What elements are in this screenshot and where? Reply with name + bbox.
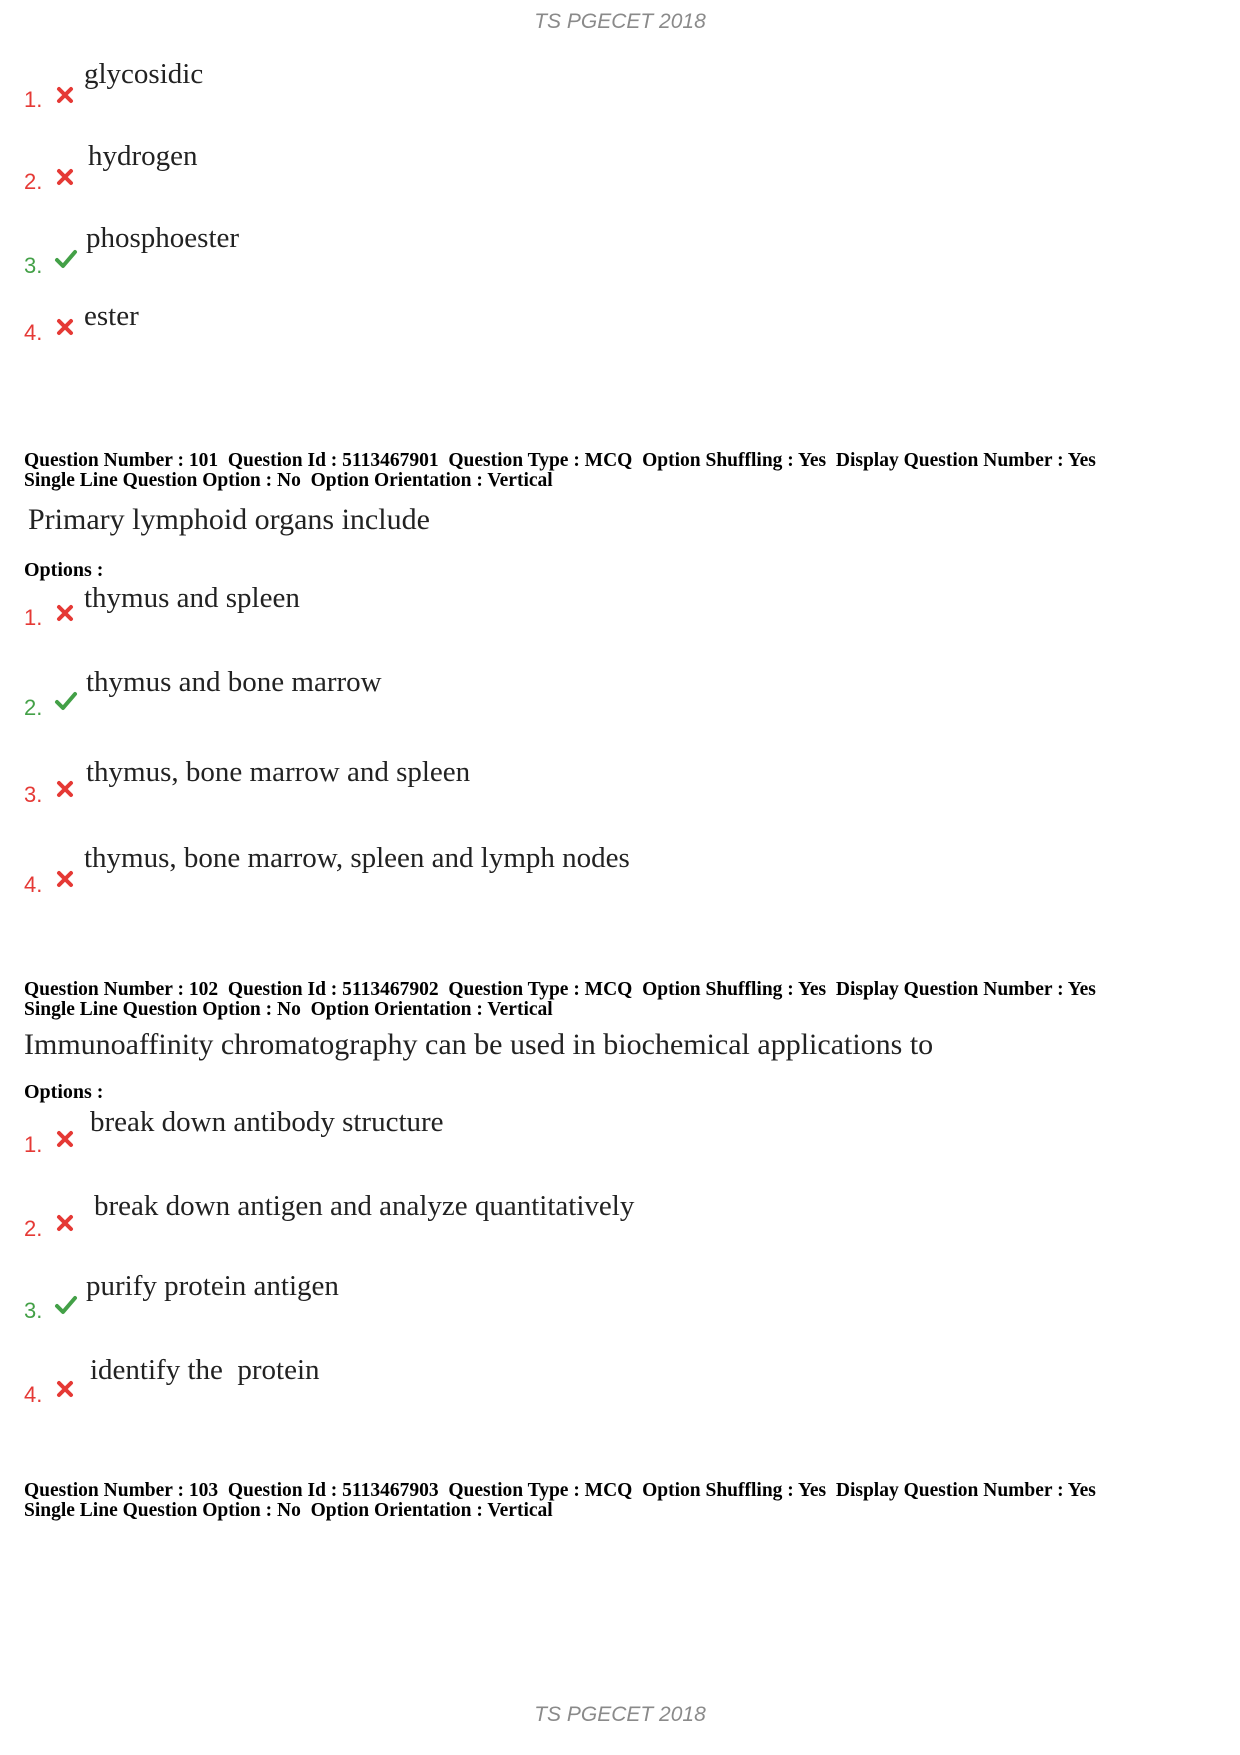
question-meta-line: Single Line Question Option : No Option Orientation : Vertical [24,999,553,1020]
option-text: ester [84,300,139,332]
option-text: thymus and spleen [84,582,300,614]
question-meta-line: Question Number : 102 Question Id : 5113467902 Question Type : MCQ Option Shuffling : Yes Display Question Number : Yes [24,979,1096,1000]
option-text: hydrogen [88,140,198,172]
question-meta [24,1481,1224,1521]
option-item [24,222,1024,286]
question-text: Immunoaffinity chromatography can be used in biochemical applications to [24,1028,934,1061]
option-number: 4. [24,872,43,897]
cross-icon [54,166,76,188]
options-label: Options : [24,1081,104,1103]
option-text: thymus, bone marrow, spleen and lymph nodes [84,842,630,874]
check-icon [54,248,76,270]
cross-icon [54,1128,76,1150]
check-icon [54,690,76,712]
option-number: 2. [24,695,43,720]
question-text: Primary lymphoid organs include [28,503,430,536]
option-item [24,1192,1024,1252]
question-meta-line: Question Number : 101 Question Id : 5113467901 Question Type : MCQ Option Shuffling : Yes Display Question Number : Yes [24,450,1096,471]
option-number: 3. [24,1298,43,1323]
page-footer: TS PGECET 2018 [534,1703,706,1726]
option-number: 4. [24,320,43,345]
option-item [24,1106,1024,1166]
cross-icon [54,868,76,890]
check-icon [54,1294,76,1316]
cross-icon [54,602,76,624]
cross-icon [54,316,76,338]
option-text: break down antigen and analyze quantitatively [94,1190,635,1222]
option-number: 1. [24,1132,43,1157]
question-meta-line: Single Line Question Option : No Option Orientation : Vertical [24,470,553,491]
option-item [24,1272,1024,1332]
option-item [24,300,1024,366]
cross-icon [54,1212,76,1234]
question-meta-line: Single Line Question Option : No Option Orientation : Vertical [24,1500,553,1521]
question-meta [24,451,1224,491]
page-header: TS PGECET 2018 [534,10,706,33]
cross-icon [54,778,76,800]
option-text: break down antibody structure [90,1106,444,1138]
option-item [24,842,1024,906]
option-number: 3. [24,782,43,807]
option-text: thymus, bone marrow and spleen [86,756,471,788]
options-label: Options : [24,559,104,581]
question-meta-line: Question Number : 103 Question Id : 5113467903 Question Type : MCQ Option Shuffling : Yes Display Question Number : Yes [24,1480,1096,1501]
option-text: thymus and bone marrow [86,666,382,698]
option-text: identify the protein [90,1354,320,1386]
option-number: 2. [24,169,43,194]
option-number: 1. [24,605,43,630]
option-number: 1. [24,87,43,112]
option-text: purify protein antigen [86,1270,339,1302]
option-item [24,668,1024,728]
option-item [24,58,1024,122]
question-meta [24,980,1224,1020]
option-item [24,140,1024,204]
option-item [24,1354,1024,1418]
option-item [24,582,1024,642]
cross-icon [54,84,76,106]
option-text: phosphoester [86,222,240,254]
option-number: 2. [24,1216,43,1241]
option-number: 3. [24,253,43,278]
option-item [24,758,1024,818]
cross-icon [54,1378,76,1400]
option-text: glycosidic [84,58,204,90]
option-number: 4. [24,1382,43,1407]
